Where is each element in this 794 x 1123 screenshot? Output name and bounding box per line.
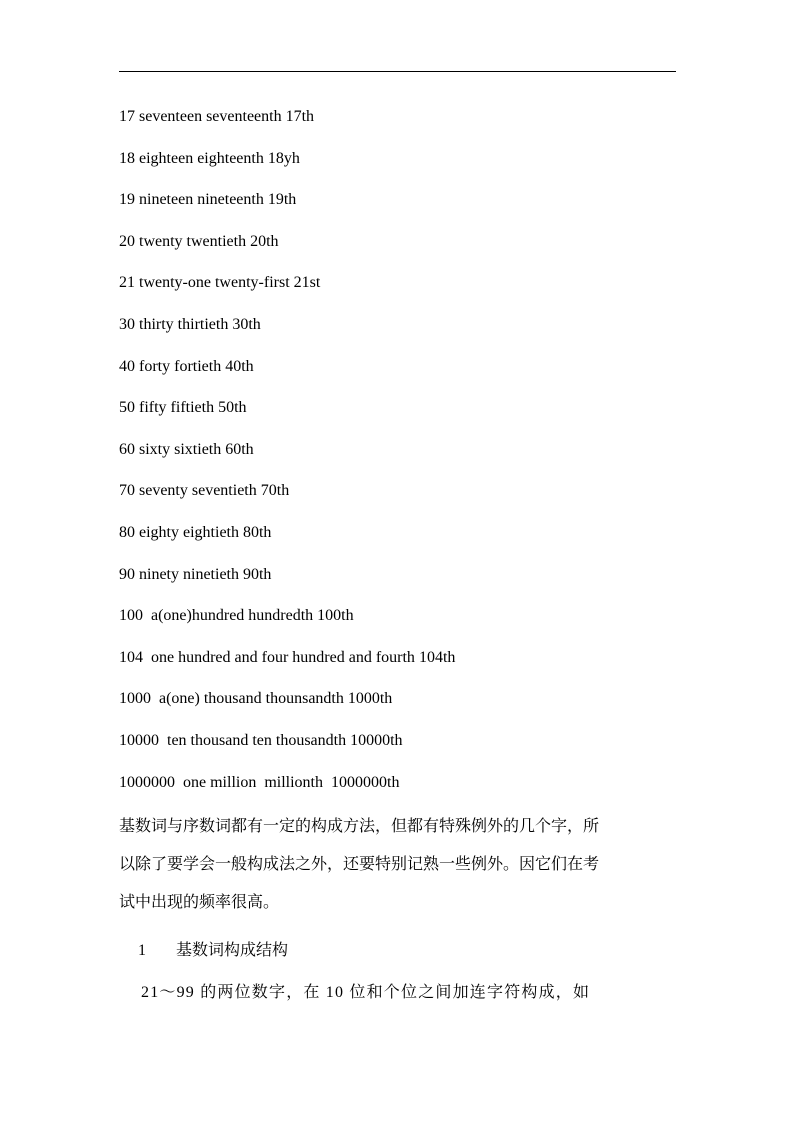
ordinal-abbreviation: 60th [225,440,254,458]
cardinal-word: 30 thirty [119,315,174,333]
cardinal-word: 17 seventeen [119,108,203,125]
ordinal-word: millionth [260,773,323,791]
cardinal-word: 20 twenty [119,232,183,250]
cardinal-word: 90 ninety [119,565,179,583]
ordinal-abbreviation: 1000th [347,690,393,708]
paragraph-two-digit-rule: 21～99 的两位数字，在 10 位和个位之间加连字符构成，如 [141,984,591,1001]
section-title: 基数词构成结构 [176,942,289,959]
ordinal-word: eightieth [183,523,239,541]
number-row [119,394,455,436]
ordinal-abbreviation: 100th [317,607,354,625]
cardinal-word: 21 twenty-one [119,274,211,292]
ordinal-abbreviation: 50th [218,399,247,417]
number-row [119,477,455,519]
ordinal-abbreviation: 10000th [350,731,403,749]
cardinal-word: 1000 a(one) thousand [119,690,262,708]
cardinal-word: 1000000 one million [119,773,257,791]
ordinal-word: twentieth [186,232,247,250]
number-row [119,685,455,727]
number-row [119,186,455,228]
number-row [119,644,455,686]
number-row [119,436,455,478]
number-row [119,602,455,644]
ordinal-word: nineteenth [197,191,264,209]
ordinal-word: twenty-first [214,274,290,292]
cardinal-word: 80 eighty [119,523,179,541]
ordinal-word: sixtieth [174,440,222,458]
ordinal-word: thirtieth [177,315,229,333]
ordinal-word: hundredth [248,607,314,625]
number-row [119,228,455,270]
ordinal-abbreviation: 80th [242,523,272,541]
ordinal-word: seventieth [191,482,257,500]
cardinal-word: 100 a(one)hundred [119,607,245,625]
ordinal-word: thounsandth [265,690,344,708]
ordinal-abbreviation: 20th [250,232,279,250]
ordinal-abbreviation: 17th [285,108,315,125]
cardinal-word: 50 fifty [119,399,167,417]
ordinal-abbreviation: 104th [418,648,456,666]
number-row [119,311,455,353]
ordinal-abbreviation: 18yh [267,149,300,167]
ordinal-word: fiftieth [170,399,215,417]
number-word-list [119,103,455,810]
number-row [119,353,455,395]
cardinal-word: 60 sixty [119,440,171,458]
cardinal-word: 10000 ten thousand [119,731,249,749]
ordinal-word: seventeenth [206,108,282,125]
ordinal-abbreviation: 21st [293,274,321,292]
ordinal-word: eighteenth [197,149,264,167]
ordinal-word: hundred and fourth [292,648,415,666]
ordinal-word: ninetieth [183,565,239,583]
cardinal-word: 70 seventy [119,482,188,500]
paragraph-construction-intro [119,808,679,922]
ordinal-word: fortieth [174,357,222,375]
cardinal-word: 19 nineteen [119,191,194,209]
cardinal-word: 104 one hundred and four [119,648,289,666]
number-row [119,103,455,145]
number-row [119,519,455,561]
ordinal-abbreviation: 90th [242,565,272,583]
number-row [119,145,455,187]
number-row [119,769,455,811]
ordinal-abbreviation: 30th [232,315,261,333]
ordinal-abbreviation: 70th [260,482,290,500]
paragraph-line: 基数词与序数词都有一定的构成方法，但都有特殊例外的几个字，所 [119,818,600,835]
ordinal-word: ten thousandth [252,731,347,749]
section-number: 1 [138,942,146,959]
number-row [119,269,455,311]
cardinal-word: 18 eighteen [119,149,194,167]
section-heading-cardinal-structure [138,932,288,970]
header-rule [119,71,676,72]
paragraph-line: 以除了要学会一般构成法之外，还要特别记熟一些例外。因它们在考 [119,856,600,873]
paragraph-line: 试中出现的频率很高。 [119,894,280,911]
number-row [119,561,455,603]
ordinal-abbreviation: 19th [267,191,297,209]
number-row [119,727,455,769]
ordinal-abbreviation: 1000000th [327,773,400,791]
cardinal-word: 40 forty [119,357,171,375]
ordinal-abbreviation: 40th [225,357,254,375]
